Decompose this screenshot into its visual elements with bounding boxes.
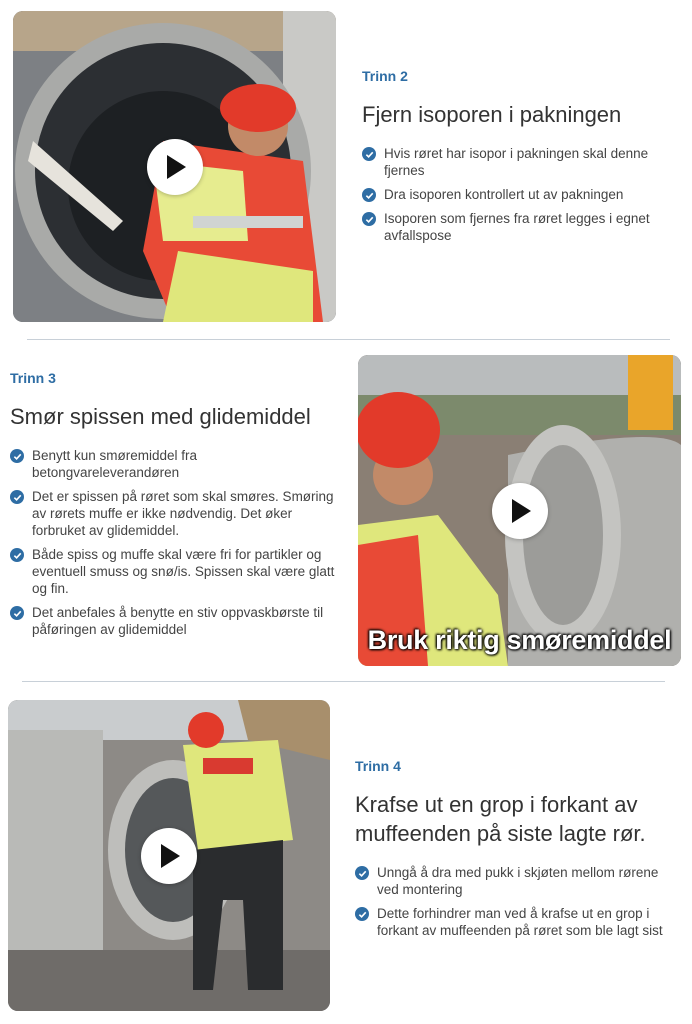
play-icon bbox=[508, 498, 532, 524]
step-title: Krafse ut en grop i forkant av muffeenden på siste lagte rør. bbox=[355, 792, 646, 846]
list-item-text: Det er spissen på røret som skal smøres. Smøring av rørets muffe er ikke nødvendig. Det øker forbruket av glidemiddel. bbox=[32, 489, 334, 538]
check-circle-icon bbox=[10, 606, 24, 620]
check-circle-icon bbox=[355, 866, 369, 880]
section-divider bbox=[27, 339, 670, 340]
video-player-step-4[interactable] bbox=[8, 700, 330, 1011]
step-label: Trinn 4 bbox=[355, 758, 401, 774]
play-button[interactable] bbox=[492, 483, 548, 539]
list-item bbox=[10, 546, 335, 597]
check-circle-icon bbox=[362, 212, 376, 226]
list-item-text: Både spiss og muffe skal være fri for partikler og eventuell smuss og snø/is. Spissen skal være glatt og fin. bbox=[32, 547, 335, 596]
list-item bbox=[10, 488, 335, 539]
step-title: Smør spissen med glidemiddel bbox=[10, 404, 311, 429]
list-item-text: Unngå å dra med pukk i skjøten mellom rørene ved montering bbox=[377, 865, 659, 897]
check-circle-icon bbox=[10, 449, 24, 463]
step-bullet-list bbox=[10, 447, 335, 638]
step-label: Trinn 2 bbox=[362, 68, 408, 84]
list-item bbox=[362, 145, 678, 179]
list-item-text: Det anbefales å benytte en stiv oppvaskbørste til påføringen av glidemiddel bbox=[32, 605, 324, 637]
list-item-text: Dra isoporen kontrollert ut av pakningen bbox=[384, 187, 624, 202]
list-item bbox=[10, 604, 335, 638]
list-item-text: Dette forhindrer man ved å krafse ut en grop i forkant av muffeenden på røret som ble lagt sist bbox=[377, 906, 663, 938]
check-circle-icon bbox=[362, 188, 376, 202]
list-item bbox=[355, 864, 680, 898]
play-icon bbox=[157, 843, 181, 869]
list-item bbox=[355, 905, 680, 939]
check-circle-icon bbox=[355, 907, 369, 921]
section-divider bbox=[22, 681, 665, 682]
step-bullet-list bbox=[362, 145, 678, 244]
video-caption: Bruk riktig smøremiddel bbox=[367, 625, 672, 655]
step-bullet-list bbox=[355, 864, 680, 939]
step-4-section bbox=[355, 758, 680, 946]
list-item bbox=[362, 210, 678, 244]
check-circle-icon bbox=[10, 548, 24, 562]
step-title: Fjern isoporen i pakningen bbox=[362, 102, 622, 127]
step-2-section bbox=[362, 68, 678, 251]
list-item bbox=[362, 186, 678, 203]
list-item-text: Hvis røret har isopor i pakningen skal denne fjernes bbox=[384, 146, 649, 178]
video-player-step-3[interactable] bbox=[358, 355, 681, 666]
play-icon bbox=[163, 154, 187, 180]
step-3-section bbox=[10, 370, 335, 645]
list-item bbox=[10, 447, 335, 481]
play-button[interactable] bbox=[147, 139, 203, 195]
play-button[interactable] bbox=[141, 828, 197, 884]
step-label: Trinn 3 bbox=[10, 370, 56, 386]
list-item-text: Isoporen som fjernes fra røret legges i egnet avfallspose bbox=[384, 211, 650, 243]
list-item-text: Benytt kun smøremiddel fra betongvareleverandøren bbox=[32, 448, 198, 480]
video-player-step-2[interactable] bbox=[13, 11, 336, 322]
check-circle-icon bbox=[362, 147, 376, 161]
check-circle-icon bbox=[10, 490, 24, 504]
